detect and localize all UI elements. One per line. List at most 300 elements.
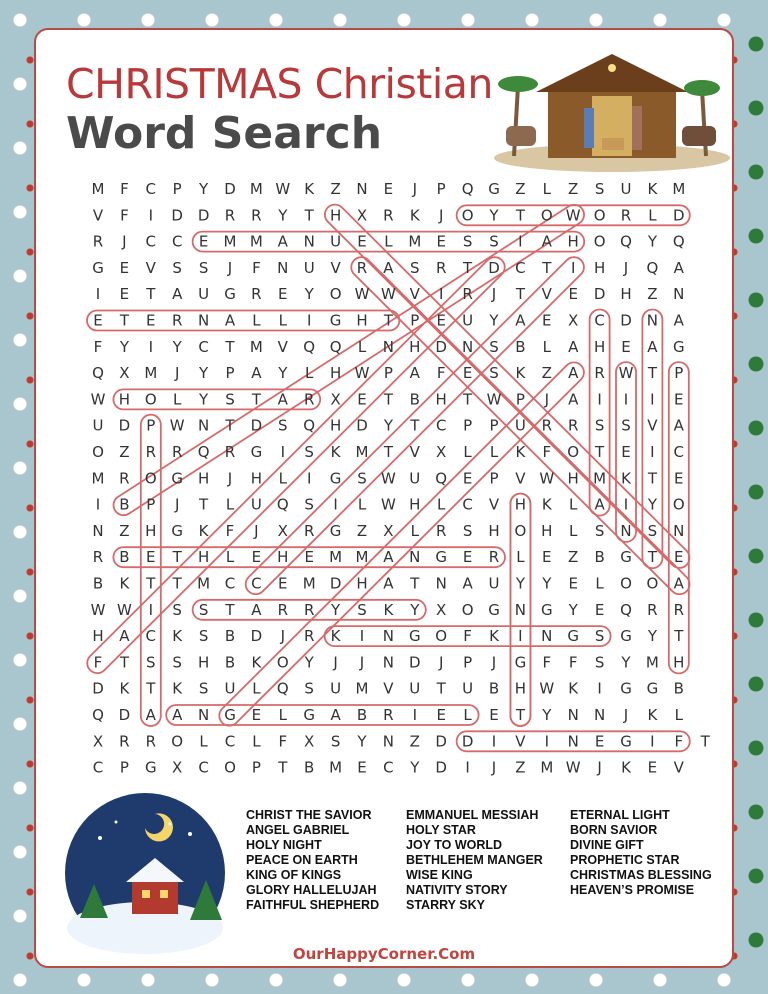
grid-letter: H: [620, 285, 632, 304]
grid-letter: C: [435, 416, 447, 435]
grid-letter: L: [252, 732, 261, 751]
grid-letter: R: [224, 443, 236, 461]
grid-letter: O: [514, 521, 527, 540]
grid-letter: F: [542, 443, 552, 461]
grid-letter: P: [383, 364, 393, 383]
grid-letter: J: [491, 285, 497, 304]
word-highlight: [321, 200, 694, 572]
grid-letter: G: [620, 548, 632, 567]
grid-letter: E: [621, 337, 631, 356]
grid-letter: E: [93, 311, 103, 330]
grid-letter: N: [409, 548, 421, 567]
grid-letter: Z: [647, 285, 658, 304]
grid-letter: M: [672, 180, 686, 198]
grid-letter: A: [172, 706, 183, 724]
grid-letter: O: [567, 443, 580, 461]
grid-letter: S: [357, 469, 367, 488]
grid-letter: E: [357, 232, 367, 251]
grid-letter: U: [250, 495, 262, 514]
grid-letter: S: [146, 653, 156, 672]
grid-letter: G: [329, 521, 342, 540]
grid-letter: R: [119, 469, 130, 488]
grid-letter: E: [594, 600, 605, 619]
grid-letter: H: [356, 574, 368, 593]
grid-letter: E: [462, 364, 473, 383]
grid-letter: A: [145, 706, 156, 724]
grid-letter: R: [145, 443, 157, 461]
grid-letter: M: [645, 653, 659, 672]
grid-letter: G: [435, 548, 448, 567]
grid-letter: I: [518, 627, 523, 646]
grid-letter: I: [95, 285, 101, 304]
grid-letter: R: [303, 627, 315, 646]
grid-letter: U: [488, 574, 500, 593]
grid-letter: Q: [276, 495, 289, 514]
grid-letter: N: [541, 627, 553, 646]
grid-letter: V: [383, 679, 394, 698]
grid-letter: W: [354, 364, 370, 383]
grid-letter: M: [302, 574, 316, 593]
grid-letter: Y: [410, 600, 420, 619]
grid-letter: G: [567, 627, 580, 646]
grid-letter: T: [199, 495, 209, 514]
grid-letter: Q: [303, 337, 316, 356]
grid-letter: G: [224, 285, 236, 304]
grid-letter: L: [648, 206, 657, 225]
grid-letter: O: [144, 469, 157, 488]
grid-letter: G: [329, 469, 342, 488]
grid-letter: Y: [199, 364, 209, 383]
word-list-item: ANGEL GABRIEL: [246, 823, 350, 837]
grid-letter: W: [354, 285, 370, 304]
grid-letter: H: [329, 364, 342, 383]
grid-letter: K: [409, 206, 420, 225]
grid-letter: R: [303, 390, 315, 409]
grid-letter: T: [463, 258, 473, 277]
grid-letter: Y: [278, 206, 288, 225]
grid-letter: U: [409, 469, 421, 488]
grid-letter: A: [409, 364, 420, 383]
grid-letter: T: [146, 574, 156, 593]
grid-letter: M: [91, 180, 105, 198]
grid-letter: N: [197, 311, 210, 330]
grid-letter: E: [119, 258, 130, 277]
grid-letter: K: [119, 574, 130, 593]
grid-letter: N: [673, 285, 685, 304]
grid-letter: J: [623, 258, 629, 277]
worksheet-card: [34, 28, 734, 968]
grid-letter: B: [409, 390, 420, 409]
grid-letter: W: [565, 758, 581, 777]
grid-letter: M: [355, 443, 369, 461]
grid-letter: K: [647, 180, 658, 198]
grid-letter: R: [303, 521, 315, 540]
grid-letter: T: [410, 416, 420, 435]
grid-letter: T: [595, 443, 605, 461]
grid-letter: C: [198, 758, 209, 777]
grid-letter: R: [541, 416, 553, 435]
grid-letter: Q: [620, 600, 632, 619]
grid-letter: L: [569, 495, 578, 514]
grid-letter: H: [567, 232, 579, 251]
grid-letter: A: [462, 574, 473, 593]
grid-letter: U: [409, 679, 421, 698]
grid-letter: X: [330, 390, 341, 409]
grid-letter: I: [280, 443, 286, 461]
word-list-item: HOLY NIGHT: [246, 838, 322, 852]
grid-letter: S: [304, 443, 314, 461]
word-list-item: BETHLEHEM MANGER: [406, 853, 543, 867]
grid-letter: I: [333, 495, 338, 514]
grid-letter: F: [225, 521, 235, 540]
grid-letter: U: [330, 679, 342, 698]
grid-letter: L: [252, 311, 261, 330]
grid-letter: L: [542, 180, 551, 198]
grid-letter: T: [146, 285, 156, 304]
grid-letter: F: [93, 653, 103, 672]
grid-letter: X: [172, 758, 183, 777]
grid-letter: R: [224, 206, 236, 225]
grid-letter: X: [436, 600, 447, 619]
grid-letter: M: [249, 232, 263, 251]
grid-letter: Y: [357, 732, 367, 751]
grid-letter: E: [119, 285, 130, 304]
grid-letter: T: [674, 627, 684, 646]
grid-letter: N: [435, 574, 447, 593]
grid-letter: N: [382, 627, 395, 646]
grid-letter: C: [594, 311, 605, 330]
grid-letter: E: [278, 285, 288, 304]
grid-letter: N: [382, 732, 395, 751]
grid-letter: J: [491, 653, 497, 672]
grid-letter: H: [277, 548, 289, 567]
grid-letter: M: [91, 469, 105, 488]
grid-letter: E: [568, 574, 578, 593]
grid-letter: I: [597, 679, 602, 698]
grid-letter: G: [250, 443, 263, 461]
grid-letter: A: [251, 364, 262, 383]
grid-letter: S: [621, 416, 631, 435]
grid-letter: F: [278, 732, 288, 751]
grid-letter: R: [620, 206, 632, 225]
grid-letter: Z: [515, 180, 526, 198]
grid-letter: H: [673, 653, 685, 672]
grid-letter: A: [673, 574, 684, 593]
grid-letter: Y: [278, 364, 288, 383]
grid-letter: B: [92, 574, 104, 593]
grid-letter: L: [410, 521, 419, 540]
grid-letter: I: [491, 732, 497, 751]
grid-letter: E: [674, 469, 684, 488]
grid-letter: N: [514, 600, 527, 619]
grid-letter: D: [118, 416, 131, 435]
grid-letter: A: [673, 258, 684, 277]
grid-letter: T: [119, 653, 129, 672]
grid-letter: Y: [542, 574, 552, 593]
grid-letter: F: [463, 627, 472, 646]
grid-letter: B: [119, 495, 130, 514]
grid-letter: Z: [356, 521, 368, 540]
grid-letter: A: [673, 311, 684, 330]
grid-letter: Q: [461, 180, 474, 198]
grid-letter: J: [359, 653, 365, 672]
grid-letter: L: [225, 495, 235, 514]
grid-letter: I: [623, 495, 629, 514]
grid-letter: J: [174, 495, 180, 514]
grid-letter: O: [144, 390, 157, 409]
grid-letter: Z: [541, 364, 552, 383]
grid-letter: T: [647, 469, 657, 488]
grid-letter: S: [304, 679, 314, 698]
grid-letter: X: [92, 732, 104, 751]
grid-letter: W: [169, 416, 185, 435]
grid-letter: E: [542, 548, 552, 567]
grid-letter: E: [383, 180, 394, 198]
grid-letter: D: [224, 180, 236, 198]
grid-letter: G: [488, 600, 500, 619]
grid-letter: T: [700, 732, 710, 751]
word-search-grid: [36, 30, 736, 790]
word-list-item: DIVINE GIFT: [570, 838, 644, 852]
grid-letter: E: [647, 758, 658, 777]
grid-letter: C: [198, 337, 209, 356]
grid-letter: P: [172, 180, 182, 198]
grid-letter: P: [463, 653, 473, 672]
grid-letter: R: [303, 600, 315, 619]
grid-letter: N: [303, 232, 315, 251]
grid-letter: R: [171, 443, 183, 461]
grid-letter: T: [304, 206, 314, 225]
grid-letter: F: [252, 258, 261, 277]
grid-letter: L: [384, 232, 393, 251]
grid-letter: L: [278, 469, 287, 488]
grid-letter: D: [92, 679, 104, 698]
word-highlight: [87, 311, 399, 331]
grid-letter: E: [357, 758, 367, 777]
grid-letter: T: [515, 285, 525, 304]
grid-letter: E: [146, 548, 156, 567]
grid-letter: S: [198, 627, 209, 646]
grid-letter: D: [593, 285, 606, 304]
grid-letter: N: [593, 706, 606, 724]
grid-letter: V: [488, 495, 500, 514]
grid-letter: T: [436, 679, 446, 698]
grid-letter: Q: [620, 232, 632, 251]
grid-letter: T: [542, 258, 552, 277]
grid-letter: Q: [646, 258, 659, 277]
grid-letter: T: [225, 600, 235, 619]
grid-letter: C: [383, 758, 394, 777]
grid-letter: J: [491, 758, 497, 777]
grid-letter: H: [409, 495, 421, 514]
grid-letter: A: [277, 390, 288, 409]
grid-letter: C: [171, 232, 183, 251]
grid-letter: Y: [647, 495, 657, 514]
grid-letter: V: [647, 416, 658, 435]
grid-letter: E: [462, 548, 473, 567]
grid-letter: V: [409, 443, 420, 461]
grid-letter: Z: [330, 180, 341, 198]
grid-letter: S: [462, 521, 473, 540]
grid-letter: S: [172, 653, 182, 672]
grid-letter: K: [383, 600, 394, 619]
word-list-item: PROPHETIC STAR: [570, 853, 680, 867]
grid-letter: L: [278, 706, 287, 724]
grid-letter: T: [172, 548, 182, 567]
grid-letter: W: [539, 469, 555, 488]
grid-letter: W: [618, 364, 634, 383]
grid-letter: R: [383, 206, 394, 225]
grid-letter: L: [542, 337, 551, 356]
grid-letter: O: [435, 627, 448, 646]
grid-letter: L: [173, 390, 182, 409]
grid-letter: S: [410, 258, 420, 277]
grid-letter: L: [225, 548, 235, 567]
grid-letter: Y: [172, 337, 182, 356]
word-list-item: EMMANUEL MESSIAH: [406, 808, 539, 822]
grid-letter: D: [329, 574, 342, 593]
grid-letter: S: [357, 600, 367, 619]
grid-letter: M: [249, 337, 263, 356]
grid-letter: H: [118, 390, 131, 409]
grid-letter: P: [489, 469, 499, 488]
grid-letter: D: [435, 732, 447, 751]
grid-letter: V: [515, 469, 526, 488]
grid-letter: Y: [542, 706, 552, 724]
grid-letter: S: [198, 679, 209, 698]
grid-letter: Z: [515, 758, 526, 777]
grid-letter: B: [594, 548, 605, 567]
grid-letter: L: [199, 732, 208, 751]
grid-letter: P: [146, 495, 156, 514]
grid-letter: E: [462, 469, 473, 488]
grid-letter: Y: [410, 758, 420, 777]
grid-letter: O: [593, 232, 606, 251]
grid-letter: J: [174, 364, 180, 383]
grid-letter: Y: [199, 180, 209, 198]
grid-letter: A: [647, 337, 658, 356]
grid-letter: F: [674, 732, 684, 751]
grid-letter: E: [542, 311, 552, 330]
grid-letter: R: [594, 364, 605, 383]
grid-letter: C: [145, 232, 157, 251]
grid-letter: Y: [304, 653, 314, 672]
grid-letter: T: [146, 679, 156, 698]
grid-letter: Q: [197, 443, 210, 461]
grid-letter: D: [620, 311, 632, 330]
grid-letter: T: [647, 548, 657, 567]
grid-letter: T: [225, 337, 235, 356]
grid-letter: A: [277, 232, 288, 251]
grid-letter: X: [277, 521, 288, 540]
grid-letter: W: [90, 600, 106, 619]
grid-letter: T: [515, 706, 525, 724]
grid-letter: S: [594, 416, 605, 435]
grid-letter: L: [357, 337, 367, 356]
grid-letter: E: [251, 548, 262, 567]
grid-letter: M: [408, 232, 422, 251]
word-list-column-1: [246, 808, 406, 913]
grid-letter: U: [224, 679, 236, 698]
grid-letter: G: [171, 521, 184, 540]
grid-letter: H: [593, 258, 606, 277]
grid-letter: N: [673, 521, 685, 540]
grid-letter: A: [673, 416, 684, 435]
grid-letter: G: [620, 732, 632, 751]
word-list-item: CHRIST THE SAVIOR: [246, 808, 372, 822]
word-list-item: STARRY SKY: [406, 898, 485, 912]
word-list-item: NATIVITY STORY: [406, 883, 508, 897]
grid-letter: E: [594, 732, 605, 751]
grid-letter: A: [568, 337, 579, 356]
grid-letter: H: [409, 337, 421, 356]
word-list-item: WISE KING: [406, 868, 473, 882]
grid-letter: I: [650, 443, 655, 461]
grid-letter: K: [568, 679, 579, 698]
grid-letter: K: [541, 495, 552, 514]
grid-letter: M: [223, 232, 237, 251]
grid-letter: Z: [568, 180, 579, 198]
grid-letter: H: [435, 390, 447, 409]
word-highlight: [166, 705, 478, 725]
grid-letter: E: [304, 548, 314, 567]
grid-letter: O: [224, 758, 236, 777]
grid-letter: N: [461, 337, 474, 356]
grid-letter: N: [567, 706, 579, 724]
grid-letter: K: [515, 364, 526, 383]
grid-letter: C: [92, 758, 104, 777]
grid-letter: I: [359, 627, 365, 646]
grid-letter: V: [92, 206, 104, 225]
grid-letter: L: [463, 443, 472, 461]
grid-letter: D: [409, 653, 421, 672]
grid-letter: M: [144, 364, 158, 383]
grid-letter: Y: [568, 600, 578, 619]
grid-letter: P: [463, 416, 473, 435]
grid-letter: O: [276, 653, 289, 672]
grid-letter: F: [436, 364, 446, 383]
word-list-column-3: [570, 808, 730, 898]
grid-letter: D: [250, 416, 263, 435]
word-list-item: KING OF KINGS: [246, 868, 342, 882]
grid-letter: N: [382, 337, 395, 356]
grid-letter: S: [330, 732, 341, 751]
grid-letter: M: [355, 679, 369, 698]
grid-letter: U: [514, 416, 526, 435]
grid-letter: W: [539, 679, 555, 698]
grid-letter: R: [171, 311, 183, 330]
grid-letter: W: [380, 469, 396, 488]
grid-letter: A: [251, 600, 262, 619]
grid-letter: W: [380, 285, 396, 304]
grid-letter: L: [437, 495, 446, 514]
grid-letter: G: [329, 311, 342, 330]
grid-letter: T: [383, 311, 393, 330]
grid-letter: D: [488, 258, 500, 277]
grid-letter: H: [593, 337, 606, 356]
grid-letter: Y: [304, 285, 314, 304]
grid-letter: A: [541, 232, 552, 251]
grid-letter: I: [95, 495, 101, 514]
grid-letter: I: [544, 732, 550, 751]
grid-letter: K: [198, 521, 209, 540]
grid-letter: D: [673, 206, 685, 225]
grid-letter: R: [435, 258, 447, 277]
grid-letter: O: [461, 600, 474, 619]
grid-letter: Y: [119, 337, 129, 356]
grid-letter: R: [251, 285, 262, 304]
grid-letter: A: [119, 627, 130, 646]
